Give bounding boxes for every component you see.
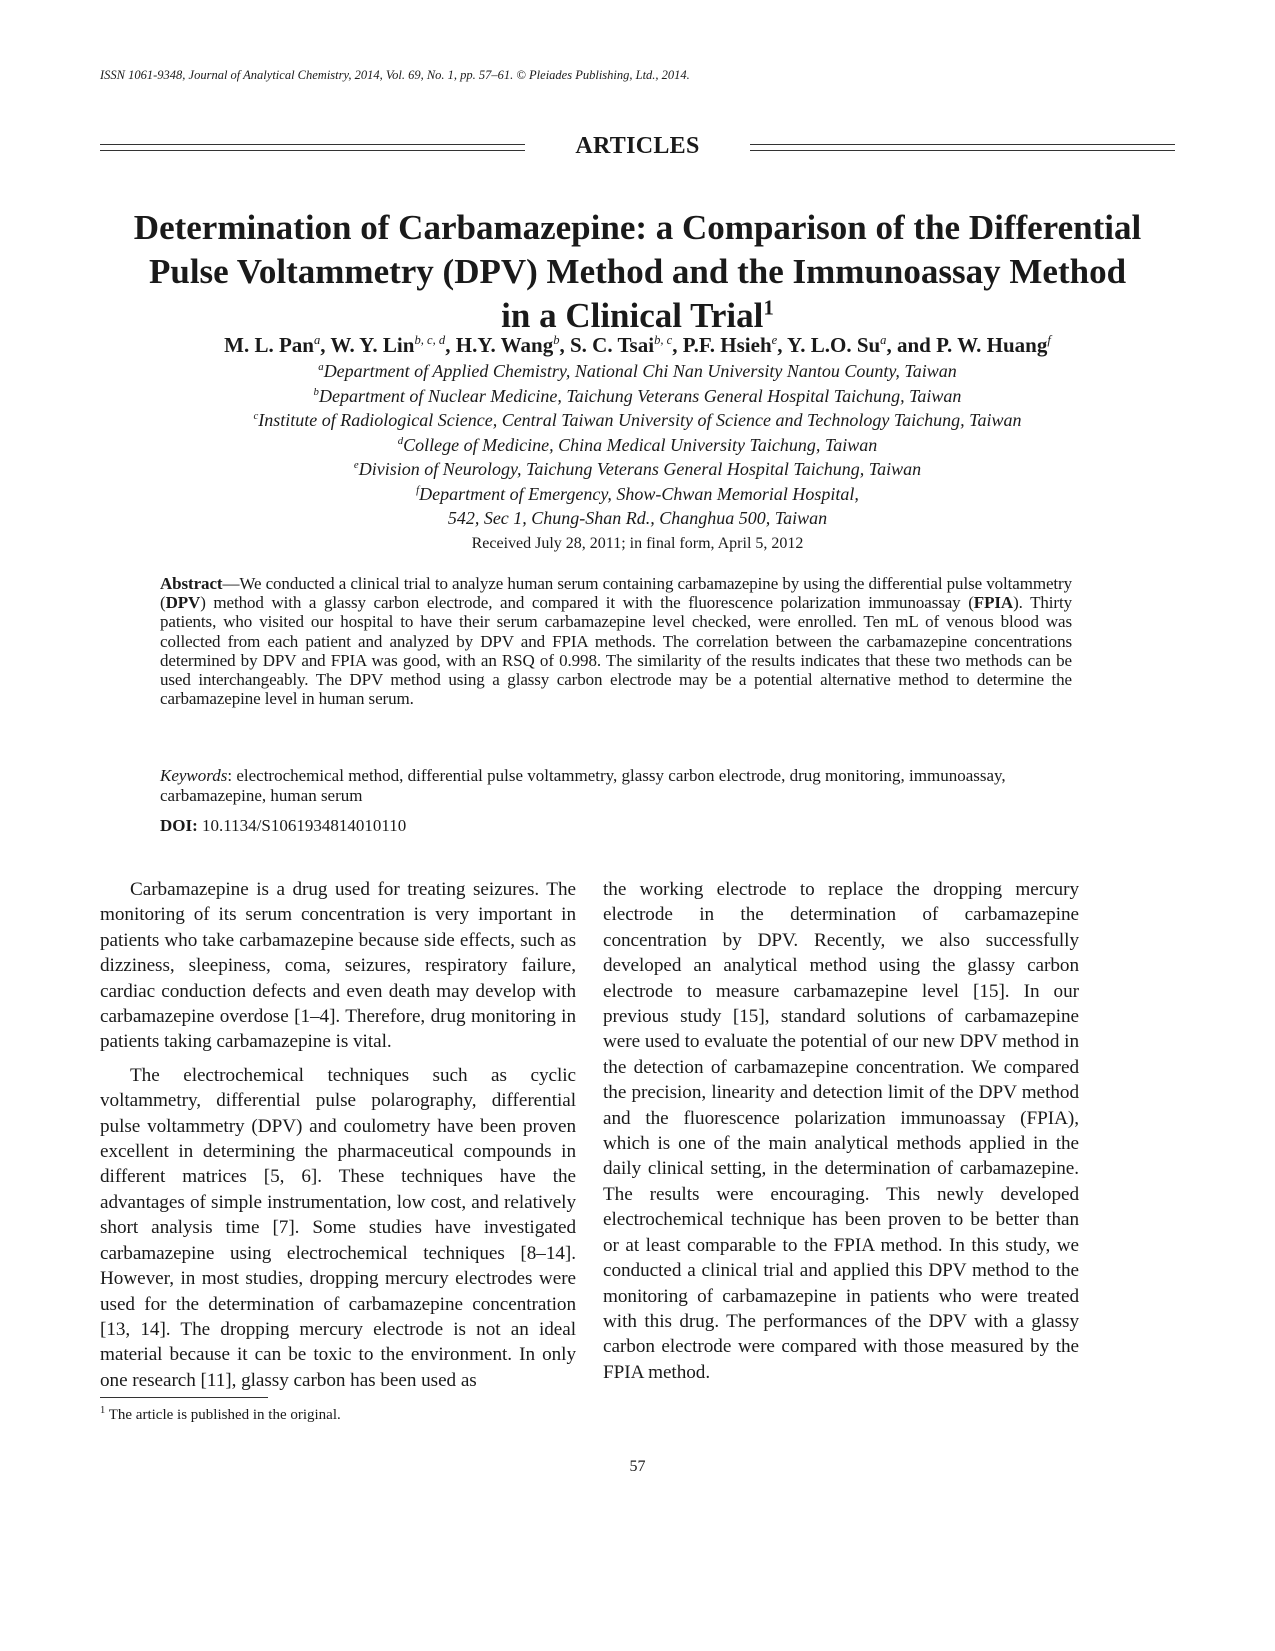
footnote-rule [100,1397,268,1398]
body-column-right [603,877,1079,1385]
affiliation-mark: a [318,361,324,373]
abstract-dash: — [222,574,240,593]
abstract-text-1: We conducted a clinical trial to analyze human serum containing carbamazepine by using the differential pulse voltammetry ( [160,574,1072,613]
author-separator: , [672,333,683,357]
paper-title [100,206,1175,338]
title-line-3 [100,294,1175,338]
body-paragraph: Carbamazepine is a drug used for treating seizures. The monitoring of its serum concentration is very important in patients who take carbamazepine because side effects, such as dizziness, sleepiness, coma, seizures, respiratory failure, cardiac conduction defects and even death may develop with carbamazepine overdose [1–4]. Therefore, drug monitoring in patients taking carbamazepine is vital. [100,879,576,1053]
affiliation-text: Department of Emergency, Show-Chwan Memorial Hospital, [419,483,859,504]
affiliation-list [60,359,1215,557]
affiliation [60,359,1215,384]
author-affiliation-mark: b, c, d [414,333,446,347]
section-heading [100,130,1175,166]
author-name: P.F. Hsieh [682,333,772,357]
affiliation [60,433,1215,458]
affiliation [60,408,1215,433]
abstract [160,574,1072,708]
footnote [100,1405,341,1424]
affiliation-mark: b [313,385,319,398]
abstract-text-3: ). Thirty patients, who visited our hospital to have their serum carbamazepine level checked, were enrolled. Ten mL of venous blood was collected from each patient and analyzed by DPV and FPIA methods. The correlation between the carbamazepine concentrations determined by DPV and FPIA was good, with an RSQ of 0.998. The similarity of the results indicates that these two methods can be used interchangeably. The DPV method using a glassy carbon electrode may be a potential alternative method to determine the carbamazepine level in human serum. [160,593,1073,709]
keywords [160,766,1072,805]
affiliation [60,457,1215,482]
abstract-fpia: FPIA [973,593,1014,613]
footnote-mark: 1 [100,1405,106,1416]
body-paragraph: the working electrode to replace the dropping mercury electrode in the determination of carbamazepine concentration by DPV. Recently, we also successfully developed an analytical method using the glassy carbon electrode to measure carbamazepine level [15]. In our previous study [15], standard solutions of carbamazepine were used to evaluate the potential of our new DPV method in the detection of carbamazepine concentration. We compared the precision, linearity and detection limit of the DPV method and the fluorescence polarization immunoassay (FPIA), which is one of the main analytical methods applied in the daily clinical setting, in the determination of carbamazepine. The results were encouraging. This newly developed electrochemical technique has been proven to be better than or at least comparable to the FPIA method. In this study, we conducted a clinical trial and applied this DPV method to the monitoring of carbamazepine in patients who were treated with this drug. The performances of the DPV with a glassy carbon electrode were compared with those measured by the FPIA method. [603,879,1079,1383]
affiliation-text: 542, Sec 1, Chung-Shan Rd., Changhua 500, Taiwan [447,508,828,528]
abstract-dpv: DPV [165,593,201,613]
title-line-2: Pulse Voltammetry (DPV) Method and the Immunoassay Method [148,252,1127,291]
received-dates: Received July 28, 2011; in final form, April 5, 2012 [471,534,804,552]
footnote-text: The article is published in the original. [105,1407,341,1423]
author-affiliation-mark: b [553,333,560,347]
author-separator: , [777,333,787,357]
keywords-text: : electrochemical method, differential pulse voltammetry, glassy carbon electrode, drug monitoring, immunoassay, carbamazepine, human serum [160,766,1006,805]
author-name: Y. L.O. Su [786,333,881,357]
author-affiliation-mark: a [880,333,887,347]
doi-label: DOI: [160,816,198,835]
section-label: ARTICLES [575,133,700,159]
abstract-text-2: ) method with a glassy carbon electrode, and compared it with the fluorescence polarization immunoassay ( [200,593,974,613]
doi [160,816,406,836]
author-separator: , [320,333,331,357]
author-affiliation-mark: a [313,333,321,347]
affiliation-mark: c [253,410,259,422]
keywords-label: Keywords [160,766,228,785]
title-line-1: Determination of Carbamazepine: a Comparison of the Differential [133,208,1142,247]
author-name: H.Y. Wang [455,333,554,357]
abstract-label: Abstract [160,574,223,593]
affiliation-mark: d [397,434,404,447]
author-separator: , and [886,333,937,357]
author-affiliation-mark: f [1047,333,1051,347]
author-separator: , [445,333,456,357]
author-affiliation-mark: b, c [654,333,673,347]
author-name: W. Y. Lin [330,333,415,357]
affiliation-text: Division of Neurology, Taichung Veterans General Hospital Taichung, Taiwan [358,459,922,479]
author-separator: , [559,333,570,357]
author-list [60,333,1215,358]
affiliation [60,384,1215,409]
body-column-left [100,877,576,1393]
affiliation [60,482,1215,507]
journal-header: ISSN 1061-9348, Journal of Analytical Chemistry, 2014, Vol. 69, No. 1, pp. 57–61. © Pleiades Publishing, Ltd., 2014. [100,68,690,82]
body-paragraph: The electrochemical techniques such as cyclic voltammetry, differential pulse polarography, differential pulse voltammetry (DPV) and coulometry have been proven excellent in determining the pharmaceutical compounds in different matrices [5, 6]. These techniques have the advantages of simple instrumentation, low cost, and relatively short analysis time [7]. Some studies have investigated carbamazepine using electrochemical techniques [8–14]. However, in most studies, dropping mercury electrodes were used for the determination of carbamazepine concentration [13, 14]. The dropping mercury electrode is not an ideal material because it can be toxic to the environment. In only one research [11], glassy carbon has been used as [100,1064,576,1391]
affiliation-text: Department of Nuclear Medicine, Taichung Veterans General Hospital Taichung, Taiwan [318,385,962,406]
author-affiliation-mark: e [771,333,778,347]
title-footnote-mark: 1 [763,295,774,320]
doi-value: 10.1134/S1061934814010110 [197,816,407,835]
affiliation-mark: e [353,459,359,471]
section-rule-right [750,144,1175,151]
affiliation-text: College of Medicine, China Medical University Taichung, Taiwan [403,434,878,455]
author-name: P. W. Huang [936,333,1048,357]
author-name: M. L. Pan [224,333,314,357]
affiliation-mark: f [416,483,420,496]
affiliation-text: Institute of Radiological Science, Central Taiwan University of Science and Technology Taichung, Taiwan [258,410,1022,430]
author-name: S. C. Tsai [570,333,655,357]
title-line-3-text: in a Clinical Trial [501,296,764,335]
page-number: 57 [629,1458,646,1475]
affiliation-text: Department of Applied Chemistry, National Chi Nan University Nantou County, Taiwan [323,361,957,381]
affiliation [60,506,1215,531]
